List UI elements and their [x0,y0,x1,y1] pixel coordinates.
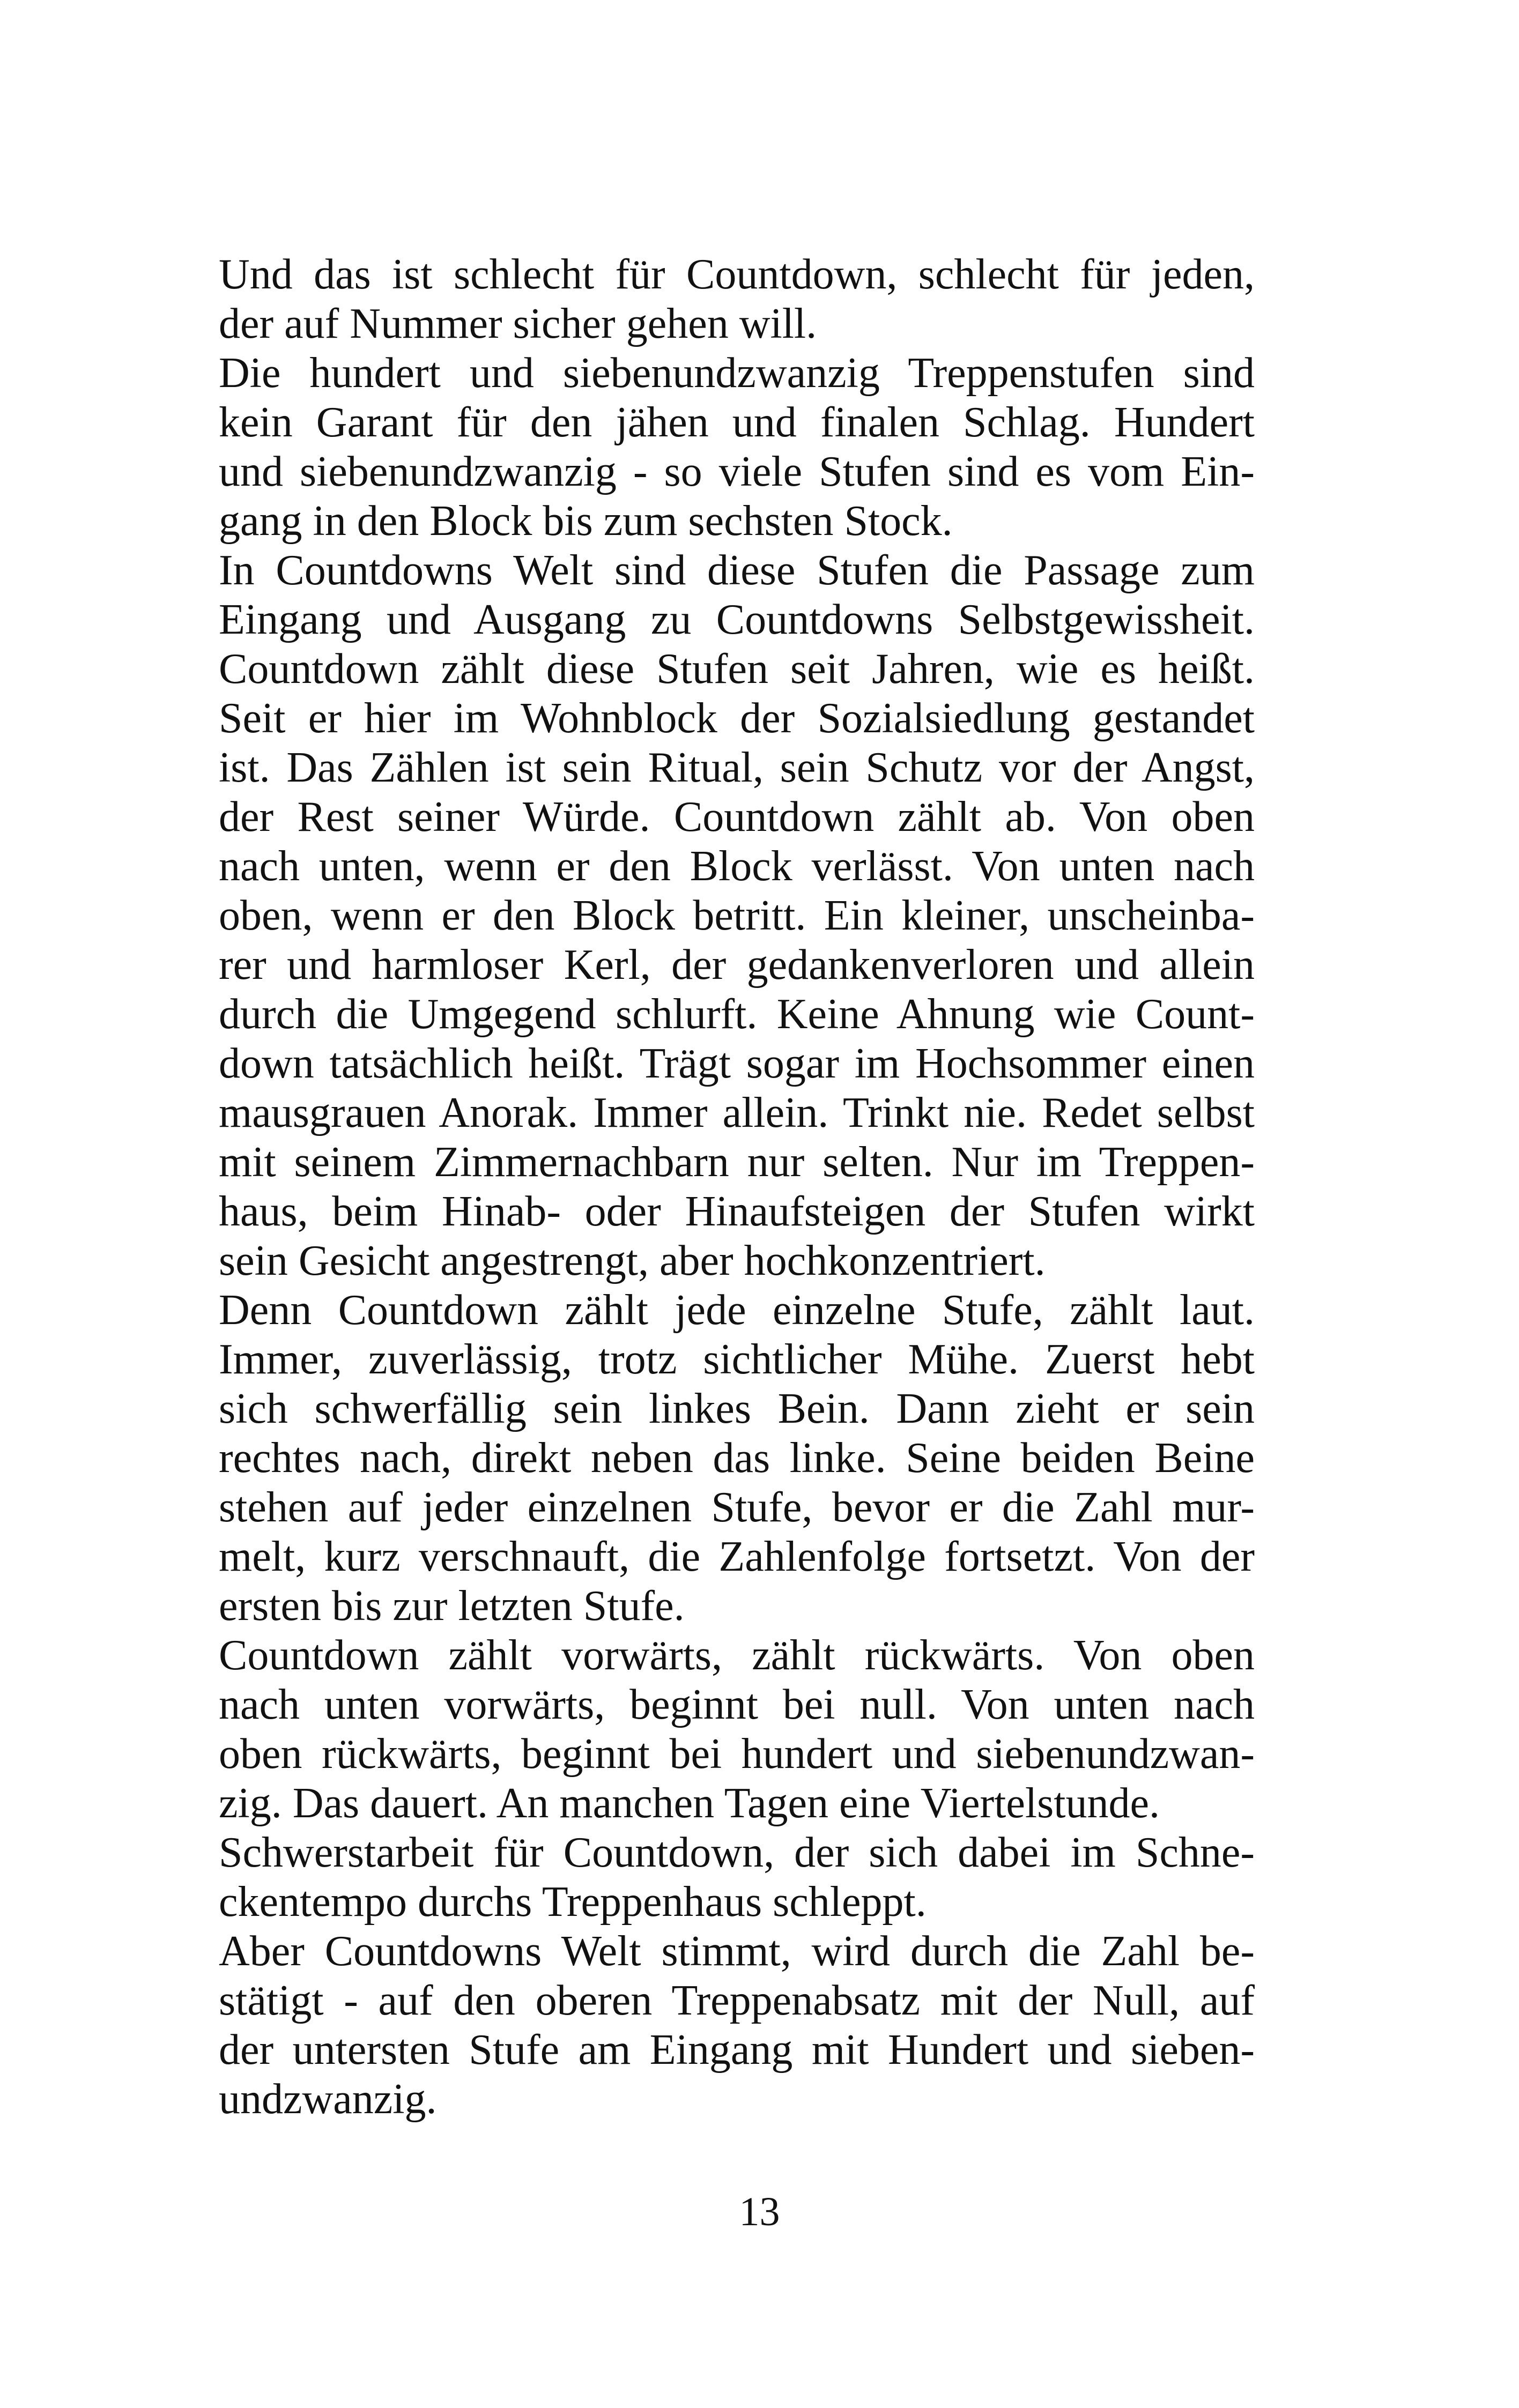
text-line: Eingang und Ausgang zu Countdowns Selbstgewissheit. [219,596,1255,643]
text-line: undzwanzig. [219,2076,437,2123]
text-line: kein Garant für den jähen und finalen Schlag. Hundert [219,399,1255,446]
text-line: mit seinem Zimmernachbarn nur selten. Nur im Treppen- [219,1139,1255,1186]
text-line: zig. Das dauert. An manchen Tagen eine Viertelstunde. [219,1780,1160,1827]
text-line: stehen auf jeder einzelnen Stufe, bevor er die Zahl mur- [219,1484,1255,1531]
text-line: Countdown zählt diese Stufen seit Jahren, wie es heißt. [219,645,1255,693]
text-line: ist. Das Zählen ist sein Ritual, sein Schutz vor der Angst, [219,744,1255,791]
page-number: 13 [739,2189,780,2234]
paragraph [219,1285,1255,1631]
body-text [219,250,1255,2124]
text-line: mausgrauen Anorak. Immer allein. Trinkt nie. Redet selbst [219,1089,1255,1136]
text-line: Aber Countdowns Welt stimmt, wird durch die Zahl be- [219,1928,1255,1975]
text-line: Und das ist schlecht für Countdown, schlecht für jeden, [219,251,1255,298]
text-line: Denn Countdown zählt jede einzelne Stufe, zählt laut. [219,1287,1255,1334]
text-line: Schwerstarbeit für Countdown, der sich dabei im Schne- [219,1829,1255,1876]
text-line: Immer, zuverlässig, trotz sichtlicher Mühe. Zuerst hebt [219,1336,1255,1383]
text-line: Seit er hier im Wohnblock der Sozialsiedlung gestandet [219,695,1255,742]
text-line: ersten bis zur letzten Stufe. [219,1582,685,1630]
paragraph [219,1631,1255,1828]
text-line: der untersten Stufe am Eingang mit Hundert und sieben- [219,2026,1255,2073]
text-line: sich schwerfällig sein linkes Bein. Dann zieht er sein [219,1385,1255,1432]
paragraph [219,546,1255,1285]
text-line: In Countdowns Welt sind diese Stufen die Passage zum [219,547,1255,594]
text-line: durch die Umgegend schlurft. Keine Ahnung wie Count- [219,991,1255,1038]
paragraph [219,1927,1255,2124]
text-line: gang in den Block bis zum sechsten Stock. [219,497,953,545]
text-line: der auf Nummer sicher gehen will. [219,300,817,347]
text-line: oben rückwärts, beginnt bei hundert und siebenundzwan- [219,1730,1255,1778]
text-line: nach unten vorwärts, beginnt bei null. Von unten nach [219,1681,1255,1728]
paragraph [219,1828,1255,1927]
text-line: stätigt - auf den oberen Treppenabsatz mit der Null, auf [219,1977,1255,2024]
paragraph [219,250,1255,348]
text-line: Countdown zählt vorwärts, zählt rückwärts. Von oben [219,1632,1255,1679]
text-line: nach unten, wenn er den Block verlässt. Von unten nach [219,843,1255,890]
text-line: rechtes nach, direkt neben das linke. Seine beiden Beine [219,1435,1255,1482]
text-line: der Rest seiner Würde. Countdown zählt ab. Von oben [219,793,1255,841]
text-line: haus, beim Hinab- oder Hinaufsteigen der Stufen wirkt [219,1188,1255,1235]
text-line: oben, wenn er den Block betritt. Ein kleiner, unscheinba- [219,892,1255,939]
text-line: Die hundert und siebenundzwanzig Treppenstufen sind [219,350,1255,397]
text-line: und siebenundzwanzig - so viele Stufen sind es vom Ein- [219,448,1255,495]
paragraph [219,348,1255,546]
text-line: melt, kurz verschnauft, die Zahlenfolge fortsetzt. Von der [219,1533,1255,1580]
text-line: rer und harmloser Kerl, der gedankenverloren und allein [219,941,1255,989]
text-line: down tatsächlich heißt. Trägt sogar im Hochsommer einen [219,1040,1255,1087]
text-line: ckentempo durchs Treppenhaus schleppt. [219,1878,927,1926]
text-line: sein Gesicht angestrengt, aber hochkonzentriert. [219,1237,1046,1284]
